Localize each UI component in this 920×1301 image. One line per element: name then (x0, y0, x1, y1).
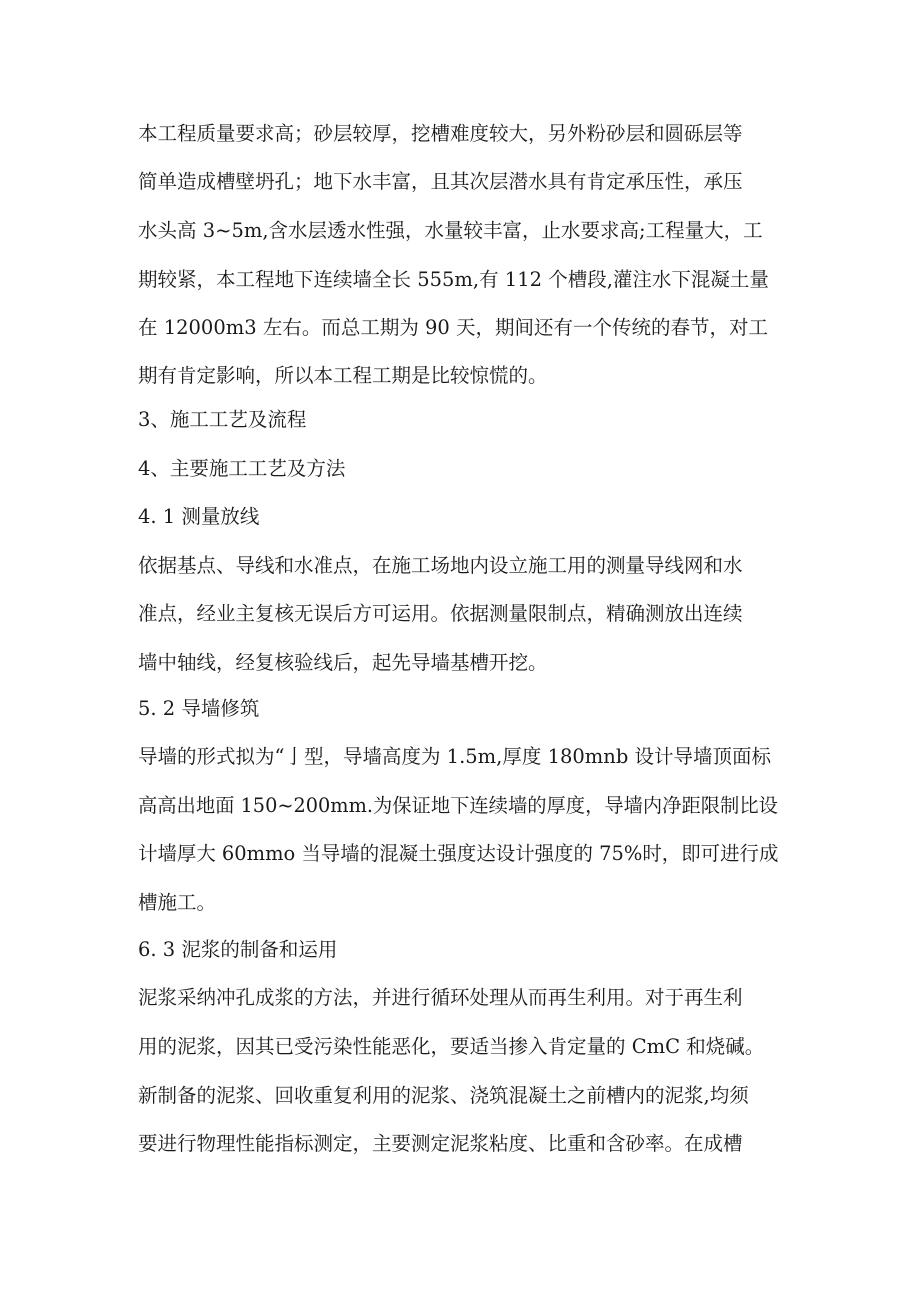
body-text-line: 计墙厚大 60mmo 当导墙的混凝土强度达设计强度的 75%时，即可进行成 (138, 842, 779, 865)
body-text-line: 要进行物理性能指标测定，主要测定泥浆粘度、比重和含砂率。在成槽 (138, 1132, 743, 1155)
body-text-line: 高高出地面 150~200mm.为保证地下连续墙的厚度，导墙内净距限制比设 (138, 794, 778, 817)
body-text-line: 用的泥浆，因其已受污染性能恶化，要适当掺入肯定量的 CmC 和烧碱。 (138, 1035, 765, 1058)
body-text-line: 水头高 3~5m,含水层透水性强，水量较丰富，止水要求高;工程量大，工 (138, 219, 763, 242)
body-text-line: 期较紧，本工程地下连续墙全长 555m,有 112 个槽段,灌注水下混凝土量 (138, 268, 769, 291)
body-text-line: 依据基点、导线和水准点，在施工场地内设立施工用的测量导线网和水 (138, 554, 743, 577)
body-text-line: 期有肯定影响，所以本工程工期是比较惊慌的。 (138, 364, 548, 387)
subsection-heading: 5. 2 导墙修筑 (138, 697, 260, 720)
body-text-line: 简单造成槽壁坍孔；地下水丰富，且其次层潜水具有肯定承压性，承压 (138, 170, 743, 193)
body-text-line: 导墙的形式拟为“亅型，导墙高度为 1.5m,厚度 180mnb 设计导墙顶面标 (138, 745, 772, 768)
body-text-line: 槽施工。 (138, 891, 217, 914)
body-text-line: 在 12000m3 左右。而总工期为 90 天，期间还有一个传统的春节，对工 (138, 316, 769, 339)
subsection-heading: 6. 3 泥浆的制备和运用 (138, 938, 338, 961)
subsection-heading: 4. 1 测量放线 (138, 505, 260, 528)
body-text-line: 新制备的泥浆、回收重复利用的泥浆、浇筑混凝土之前槽内的泥浆,均须 (138, 1084, 749, 1107)
body-text-line: 本工程质量要求高；砂层较厚，挖槽难度较大，另外粉砂层和圆砾层等 (138, 122, 743, 145)
body-text-line: 准点，经业主复核无误后方可运用。依据测量限制点，精确测放出连续 (138, 602, 743, 625)
section-heading: 3、施工工艺及流程 (138, 408, 307, 431)
section-heading: 4、主要施工工艺及方法 (138, 457, 346, 480)
body-text-line: 墙中轴线，经复核验线后，起先导墙基槽开挖。 (138, 651, 548, 674)
body-text-line: 泥浆采纳冲孔成浆的方法，并进行循环处理从而再生利用。对于再生利 (138, 986, 743, 1009)
